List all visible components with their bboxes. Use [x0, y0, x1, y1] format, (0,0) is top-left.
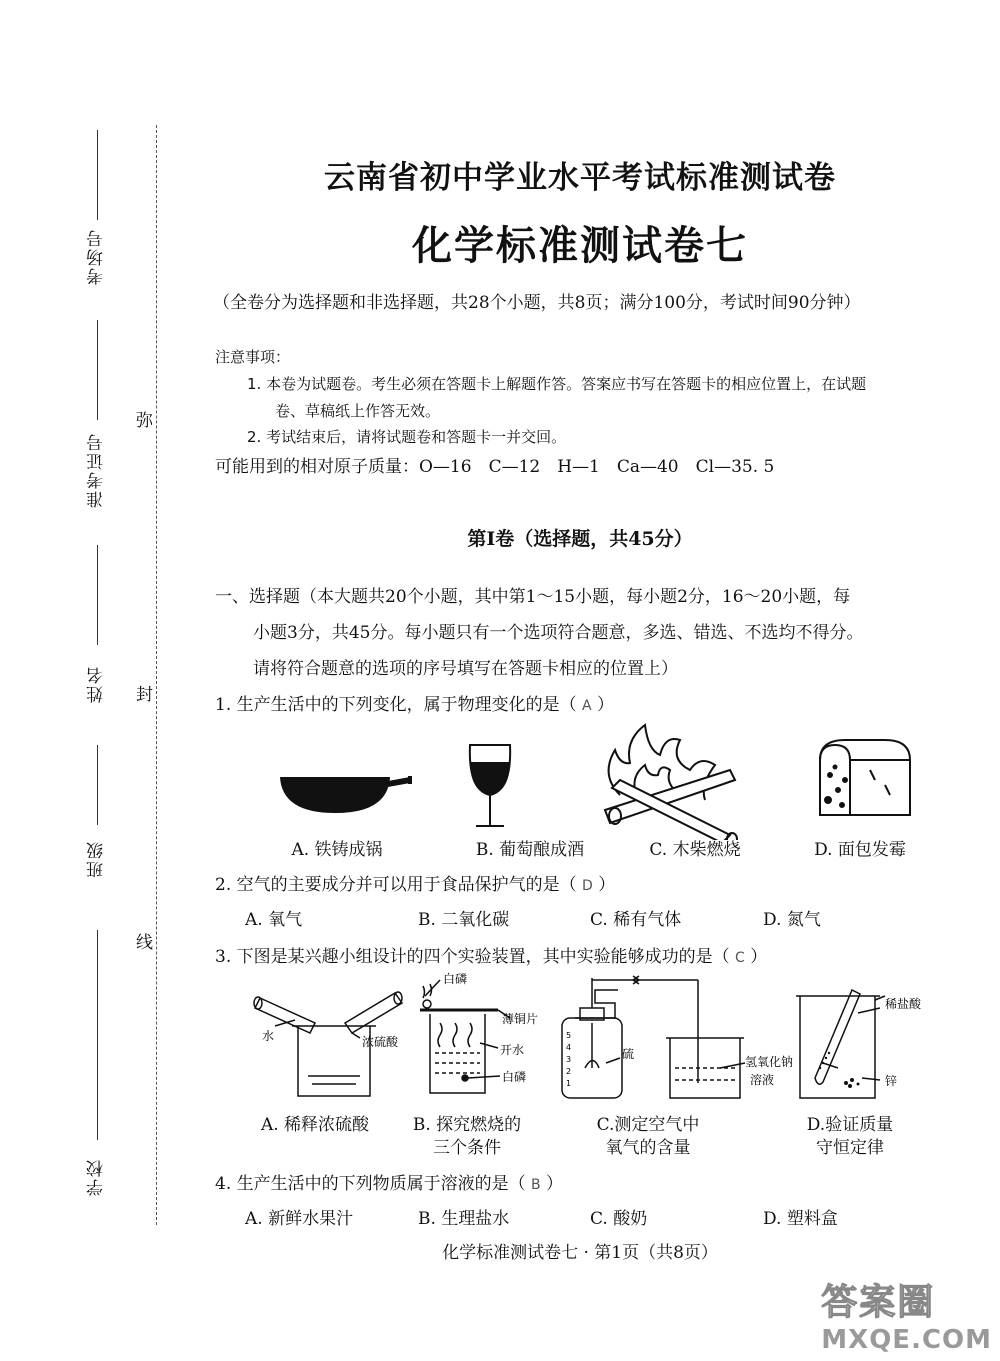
page-footer: 化学标准测试卷七 · 第1页（共8页） — [442, 1243, 718, 1263]
label-copper: 薄铜片 — [502, 1012, 539, 1026]
q2-option-c: C. 稀有气体 — [590, 910, 682, 930]
q3-option-b-cont: 三个条件 — [433, 1138, 501, 1158]
q2-option-a: A. 氧气 — [245, 910, 303, 930]
exam-room-label: 考场号 — [87, 228, 107, 285]
field-line — [97, 930, 98, 1140]
campfire-icon — [605, 725, 737, 840]
ticket-number-label: 准考证号 — [87, 432, 107, 508]
label-dil-hcl: 稀盐酸 — [885, 997, 922, 1011]
scale-mark: 2 — [566, 1067, 572, 1076]
label-zinc: 锌 — [885, 1074, 898, 1088]
notice-heading: 注意事项： — [215, 348, 291, 366]
apparatus-b-icon — [420, 980, 510, 1093]
apparatus-c-icon — [562, 976, 745, 1098]
label-naoh: 氢氧化钠 — [745, 1055, 794, 1069]
part-instructions: 一、选择题（本大题共20个小题，其中第1～15小题，每小题2分，16～20小题，每 — [215, 587, 851, 607]
seal-char: 封 — [136, 685, 153, 705]
section-title: 第Ⅰ卷（选择题，共45分） — [467, 528, 693, 550]
label-white-p: 白磷 — [443, 972, 468, 986]
label-conc-acid: 浓硫酸 — [362, 1035, 399, 1049]
handwritten-answer: B — [531, 1177, 541, 1193]
frying-pan-icon — [280, 776, 412, 813]
watermark-logo: 答案圈 MXQE.COM — [821, 1282, 992, 1355]
scale-mark: 5 — [566, 1031, 572, 1040]
q4-option-d: D. 塑料盒 — [763, 1209, 838, 1229]
q4-option-b: B. 生理盐水 — [418, 1209, 510, 1229]
field-line — [97, 545, 98, 645]
q1-option-b: B. 葡萄酿成酒 — [475, 840, 585, 860]
handwritten-answer: A — [582, 698, 592, 714]
q1-option-d: D. 面包发霉 — [814, 840, 906, 860]
apparatus-d-icon — [796, 990, 885, 1098]
q1-illustrations — [260, 715, 960, 840]
seal-char: 线 — [136, 933, 153, 953]
wine-glass-icon — [470, 745, 510, 826]
label-water: 水 — [262, 1029, 275, 1043]
field-line — [97, 320, 98, 420]
moldy-bread-icon — [820, 740, 910, 815]
notice-item: 1. 本卷为试题卷。考生必须在答题卡上解题作答。答案应书写在答题卡的相应位置上，在试题 — [247, 375, 867, 393]
part-instructions: 小题3分，共45分。每小题只有一个选项符合题意，多选、错选、不选均不得分。 — [253, 623, 864, 643]
scale-mark: 1 — [566, 1079, 572, 1088]
q3-option-c-cont: 氧气的含量 — [605, 1138, 691, 1158]
question-3-stem: 3. 下图是某兴趣小组设计的四个实验装置，其中实验能够成功的是（ C ） — [215, 947, 768, 967]
school-label: 学校 — [87, 1158, 107, 1196]
atomic-masses: 可能用到的相对原子质量：O—16 C—12 H—1 Ca—40 Cl—35. 5 — [215, 457, 775, 477]
label-sulfur: 硫 — [622, 1047, 635, 1061]
q2-option-b: B. 二氧化碳 — [418, 910, 510, 930]
seal-char: 弥 — [136, 411, 153, 431]
question-2-stem: 2. 空气的主要成分并可以用于食品保护气的是（ D ） — [215, 875, 616, 895]
notice-item-cont: 卷、草稿纸上作答无效。 — [275, 402, 441, 420]
q3-option-a: A. 稀释浓硫酸 — [260, 1115, 370, 1135]
class-label: 班级 — [87, 840, 107, 878]
paper-title: 化学标准测试卷七 — [412, 222, 748, 269]
label-boiling: 开水 — [500, 1043, 525, 1057]
paper-info: （全卷分为选择题和非选择题，共28个小题，共8页；满分100分，考试时间90分钟） — [213, 293, 861, 313]
q3-apparatus — [240, 968, 960, 1108]
label-naoh-solution: 溶液 — [750, 1073, 775, 1087]
q4-option-a: A. 新鲜水果汁 — [245, 1209, 354, 1229]
question-1-stem: 1. 生产生活中的下列变化，属于物理变化的是（ A ） — [215, 695, 615, 715]
q3-option-b: B. 探究燃烧的 — [412, 1115, 522, 1135]
q3-option-d: D.验证质量 — [806, 1115, 894, 1135]
q1-option-c: C. 木柴燃烧 — [649, 840, 741, 860]
exam-series-title: 云南省初中学业水平考试标准测试卷 — [324, 160, 836, 196]
part-instructions: 请将符合题意的选项的序号填写在答题卡相应的位置上） — [253, 659, 678, 679]
question-4-stem: 4. 生产生活中的下列物质属于溶液的是（ B ） — [215, 1174, 564, 1194]
seal-line — [156, 125, 157, 1225]
notice-item: 2. 考试结束后，请将试题卷和答题卡一并交回。 — [247, 428, 567, 446]
scale-mark: 3 — [566, 1055, 572, 1064]
q3-option-d-cont: 守恒定律 — [816, 1138, 884, 1158]
q4-option-c: C. 酸奶 — [590, 1209, 648, 1229]
q3-option-c: C.测定空气中 — [596, 1115, 700, 1135]
q1-option-a: A. 铁铸成锅 — [291, 840, 383, 860]
scale-mark: 4 — [566, 1043, 572, 1052]
handwritten-answer: D — [582, 878, 593, 894]
label-white-p2: 白磷 — [502, 1070, 527, 1084]
handwritten-answer: C — [735, 950, 745, 966]
field-line — [97, 745, 98, 825]
q2-option-d: D. 氮气 — [763, 910, 821, 930]
name-label: 姓名 — [87, 665, 107, 703]
